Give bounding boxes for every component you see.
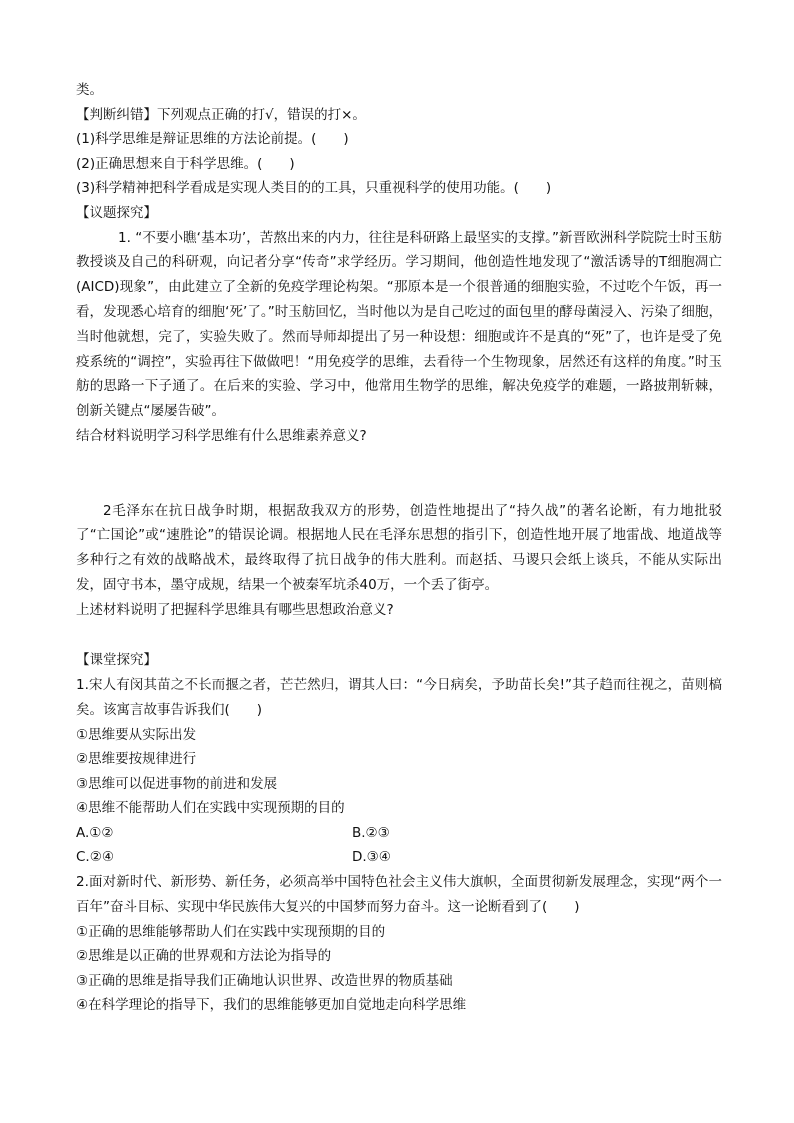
judgment-heading: 【判断纠错】下列观点正确的打√，错误的打×。: [76, 106, 366, 123]
class-question-2: 2.面对新时代、新形势、新任务，必须高举中国特色社会主义伟大旗帜，全面贯彻新发展理念，实现“两个一百年”奋斗目标、实现中华民族伟大复兴的中国梦而努力奋斗。这一论断看到了( ): [76, 874, 722, 915]
class-question-1: 1.宋人有闵其苗之不长而揠之者，芒芒然归，谓其人曰：“今日病矣，予助苗长矣!”其子趋而往视之，苗则槁矣。该寓言故事告诉我们( ): [76, 676, 722, 718]
q1-options-row-1: [76, 821, 722, 846]
q2-choice-3: ③正确的思维是指导我们正确地认识世界、改造世界的物质基础: [76, 972, 453, 989]
judgment-item-3: (3)科学精神把科学看成是实现人类目的的工具，只重视科学的使用功能。( ): [76, 180, 552, 197]
q1-option-d: D.③④: [352, 849, 391, 866]
q1-option-a: A.①②: [76, 824, 114, 841]
q2-choice-2: ②思维是以正确的世界观和方法论为指导的: [76, 948, 332, 965]
topic-heading: 【议题探究】: [76, 204, 157, 221]
class-heading: 【课堂探究】: [76, 652, 157, 669]
judgment-item-2: (2)正确思想来自于科学思维。( ): [76, 155, 295, 172]
continued-text: 类。: [76, 82, 103, 98]
q1-choice-2: ②思维要按规律进行: [76, 751, 197, 768]
q1-options-row-2: [76, 845, 722, 870]
topic-question-1: 结合材料说明学习科学思维有什么思维素养意义?: [76, 427, 367, 444]
answer-space-1: [76, 449, 722, 499]
answer-space-2: [76, 622, 722, 648]
q1-choice-4: ④思维不能帮助人们在实践中实现预期的目的: [76, 800, 345, 817]
q1-option-b: B.②③: [352, 824, 390, 841]
page-content: [76, 78, 722, 1018]
topic-question-2: 上述材料说明了把握科学思维具有哪些思想政治意义?: [76, 601, 394, 618]
topic-material-2: 2毛泽东在抗日战争时期，根据敌我双方的形势，创造性地提出了“持久战”的著名论断，有力地批驳了“亡国论”或“速胜论”的错误论调。根据地人民在毛泽东思想的指引下，创造性地开展了地雷战、地道战等多种行之有效的战略战术，最终取得了抗日战争的伟大胜利。而赵括、马谡只会纸上谈兵，不能从实际出发，固守书本，墨守成规，结果一个被秦军坑杀40万，一个丢了街亭。: [76, 502, 722, 593]
q1-option-c: C.②④: [76, 849, 114, 866]
q2-choice-1: ①正确的思维能够帮助人们在实践中实现预期的目的: [76, 923, 386, 940]
q2-choice-4: ④在科学理论的指导下，我们的思维能够更加自觉地走向科学思维: [76, 997, 467, 1014]
topic-material-1: 1. “不要小瞧‘基本功’，苦熬出来的内力，往往是科研路上最坚实的支撑。”新晋欧洲科学院院士时玉舫教授谈及自己的科研观，向记者分享“传奇”求学经历。学习期间，他创造性地发现了“激活诱导的T细胞凋亡(AICD)现象”，由此建立了全新的免疫学理论构架。“那原本是一个很普通的细胞实验，不过吃个午饭，再一看，发现悉心培育的细胞‘死’了。”时玉舫回忆，当时他以为是自己吃过的面包里的酵母菌浸入、污染了细胞，当时他就想，完了，实验失败了。然而导师却提出了另一种设想：细胞或许不是真的“死”了，也许是受了免疫系统的“调控”，实验再往下做做吧！“用免疫学的思维，去看待一个生物现象，居然还有这样的角度。”时玉舫的思路一下子通了。在后来的实验、学习中，他常用生物学的思维，解决免疫学的难题，一路披荆斩棘，创新关键点“屡屡告破”。: [76, 229, 722, 420]
judgment-item-1: (1)科学思维是辩证思维的方法论前提。( ): [76, 131, 349, 148]
q1-choice-1: ①思维要从实际出发: [76, 726, 197, 743]
q1-choice-3: ③思维可以促进事物的前进和发展: [76, 775, 278, 792]
